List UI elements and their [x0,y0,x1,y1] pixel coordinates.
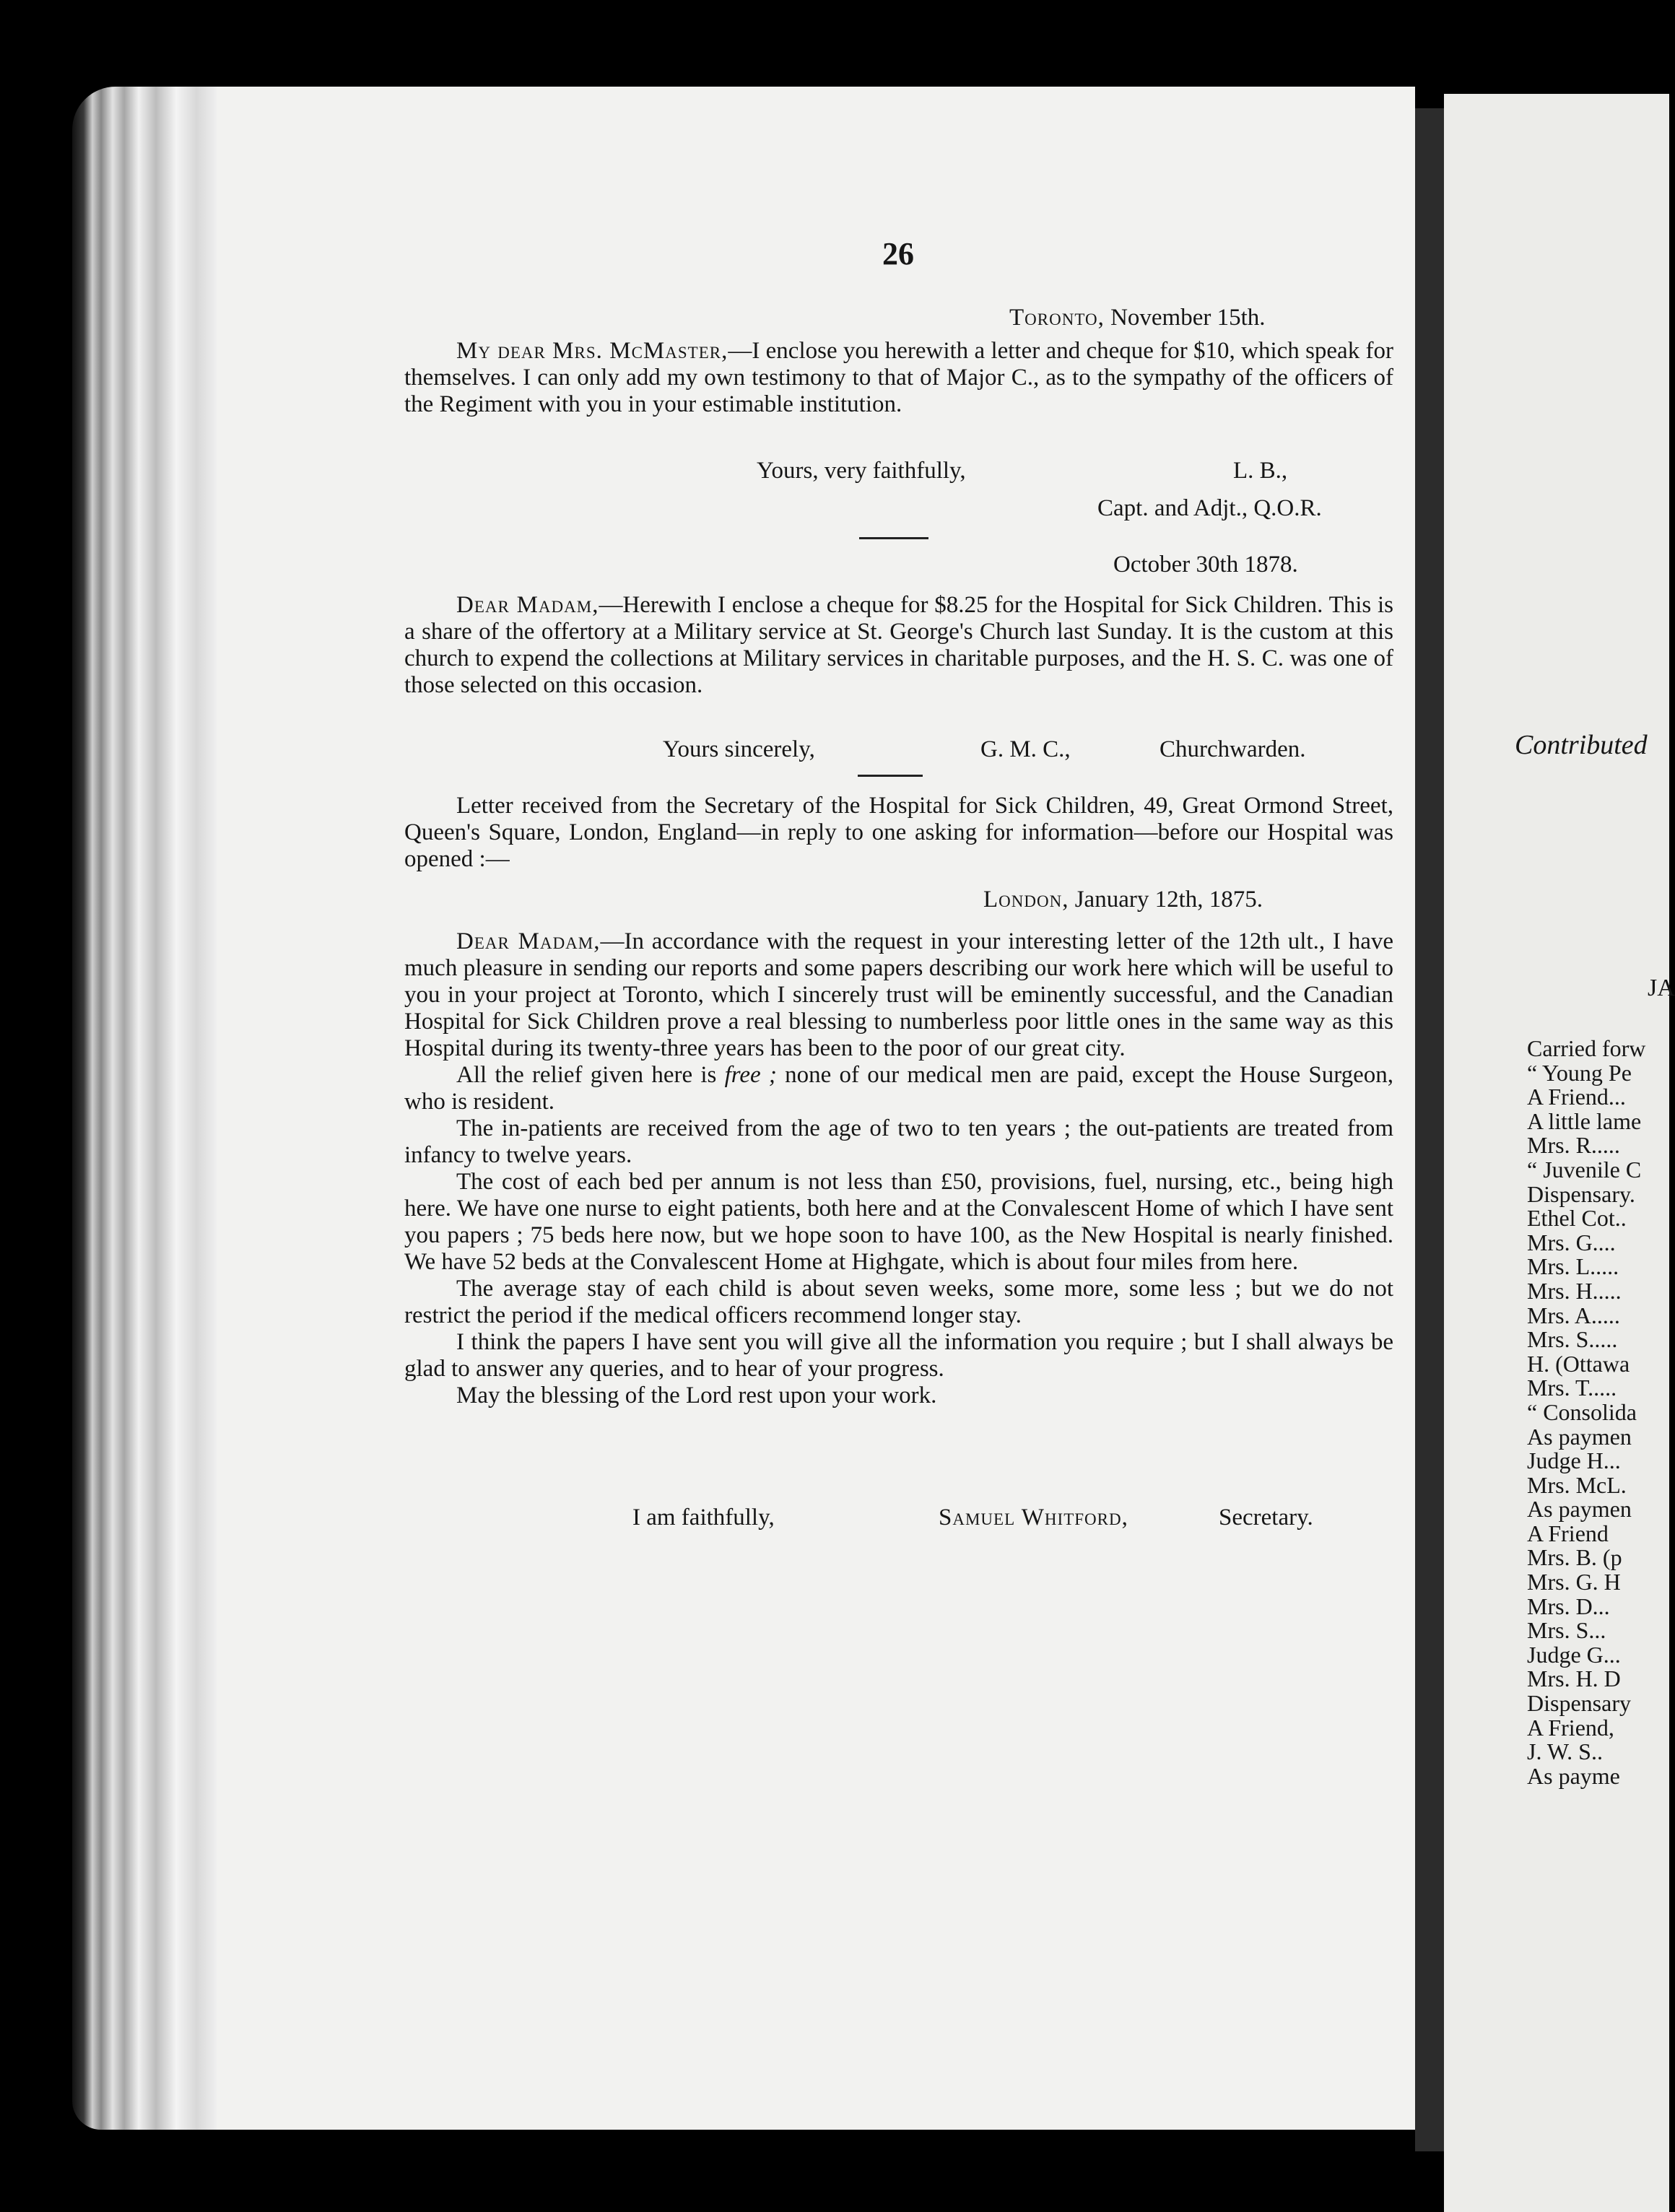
letter2-text: —Herewith I enclose a cheque for $8.25 for the Hospital for Sick Children. This is a share of the offertory at a Military service at St. George's Church last Sunday. It is the custom at this church to expend the collections at Military services in charitable purposes, and the H. S. C. was one of those selected on this occasion. [404,592,1393,698]
divider [858,775,923,777]
list-item: “ Juvenile C [1527,1156,1642,1183]
letter3-paragraph [404,928,1393,1062]
letter3-salutation: Dear Madam, [456,928,601,954]
list-item: Judge G... [1527,1641,1621,1668]
letter2-title: Churchwarden. [1160,736,1306,762]
letter2-signature: G. M. C., [980,736,1071,762]
dateline-date: January 12th, 1875. [1074,887,1263,913]
list-item: Judge H... [1527,1447,1621,1474]
list-item: Dispensary. [1527,1180,1635,1207]
letter3-paragraph: The cost of each bed per annum is not less than £50, provisions, fuel, nursing, etc., being high here. We have one nurse to eight patients, both here and at the Convalescent Home of which I have sent you papers ; 75 beds here now, but we hope soon to have 100, as the New Hospital is nearly finished. We have 52 beds at the Convalescent Home at Highgate, which is about four miles from here. [404,1169,1393,1275]
letter1-closing: Yours, very faithfully, [757,458,966,484]
right-page-heading: Contributed [1515,730,1648,760]
list-item: As paymen [1527,1496,1632,1523]
list-item: “ Consolida [1527,1398,1637,1425]
letter3-paragraph-text: none of our medical men are paid, except the House Surgeon, who is resident. [404,1062,1394,1115]
list-item: Mrs. S..... [1527,1326,1618,1353]
list-item: A Friend [1527,1520,1609,1546]
list-item: As payme [1527,1762,1620,1789]
letter3-paragraph: The average stay of each child is about seven weeks, some more, some less ; but we do not restrict the period if the medical officers recommend longer stay. [404,1276,1393,1328]
page-gutter [1415,108,1444,2151]
page-number: 26 [882,236,914,271]
list-item: Mrs. R..... [1527,1132,1620,1159]
book-spine-edge [72,87,217,2130]
list-item: Mrs. H..... [1527,1277,1622,1304]
list-item: Dispensary [1527,1690,1631,1717]
letter3-dateline [983,885,1263,914]
letter3-title: Secretary. [1219,1505,1313,1530]
letter2-body [404,592,1393,699]
dateline-date: November 15th. [1110,305,1266,331]
letter3-paragraph [404,1062,1393,1115]
letter3-intro: Letter received from the Secretary of the Hospital for Sick Children, 49, Great Ormond Street, Queen's Square, London, England—in reply to one asking for information—before our Hospital was opened :— [404,793,1393,872]
right-page-column-heading: JA [1648,975,1675,1001]
list-item: Carried forw [1527,1035,1646,1061]
list-item: Mrs. B. (p [1527,1544,1622,1571]
contributions-list [1527,1037,1671,1788]
list-item: Mrs. G. H [1527,1569,1621,1595]
letter2-salutation: Dear Madam, [456,592,599,618]
dateline-place: Toronto, [1009,305,1105,331]
divider [859,537,928,539]
list-item: As paymen [1527,1423,1632,1450]
letter1-body [404,338,1393,418]
list-item: Mrs. L..... [1527,1253,1619,1280]
list-item: A little lame [1527,1107,1642,1134]
list-item: Mrs. McL. [1527,1471,1627,1498]
letter3-paragraph-text: —In accordance with the request in your interesting letter of the 12th ult., I have much pleasure in sending our reports and some papers describing our work here which will be useful to you in your project at Toronto, which I sincerely trust will be eminently successful, and the Canadian Hospital for Sick Children prove a real blessing to numberless poor little ones in the same way as this Hospital during its twenty-three years has been to the poor of our great city. [404,928,1393,1061]
letter1-text: —I enclose you herewith a letter and cheque for $10, which speak for themselves. I can only add my own testimony to that of Major C., as to the sympathy of the officers of the Regiment with you in your estimable institution. [404,338,1393,417]
letter3-closing: I am faithfully, [632,1505,775,1530]
letter1-salutation: My dear Mrs. McMaster, [456,338,728,364]
list-item: Mrs. D... [1527,1593,1610,1619]
letter3-paragraph: I think the papers I have sent you will give all the information you require ; but I shall always be glad to answer any queries, and to hear of your progress. [404,1329,1393,1382]
list-item: Ethel Cot.. [1527,1205,1627,1232]
list-item: J. W. S.. [1527,1738,1603,1765]
letter3-body [404,928,1393,1409]
list-item: A Friend... [1527,1084,1626,1110]
letter1-signature: L. B., [1233,458,1288,484]
letter3-paragraph-text: All the relief given here is [456,1062,725,1088]
list-item: Mrs. H. D [1527,1665,1621,1692]
letter1-title: Capt. and Adjt., Q.O.R. [1097,495,1322,521]
list-item: H. (Ottawa [1527,1350,1630,1377]
letter2-closing: Yours sincerely, [663,736,815,762]
letter3-paragraph: The in-patients are received from the age of two to ten years ; the out-patients are treated from infancy to twelve years. [404,1115,1393,1168]
letter3-paragraph: May the blessing of the Lord rest upon your work. [456,1382,937,1408]
letter1-dateline [1009,303,1266,332]
list-item: Mrs. G.... [1527,1229,1616,1255]
list-item: Mrs. A..... [1527,1302,1620,1328]
list-item: A Friend, [1527,1714,1614,1741]
list-item: Mrs. S... [1527,1617,1606,1644]
letter3-signature: Samuel Whitford, [939,1505,1128,1530]
emphasis-free: free ; [724,1062,777,1088]
list-item: Mrs. T..... [1527,1375,1617,1401]
list-item: “ Young Pe [1527,1059,1632,1086]
dateline-place: London, [983,887,1069,913]
letter2-date: October 30th 1878. [1113,552,1298,578]
